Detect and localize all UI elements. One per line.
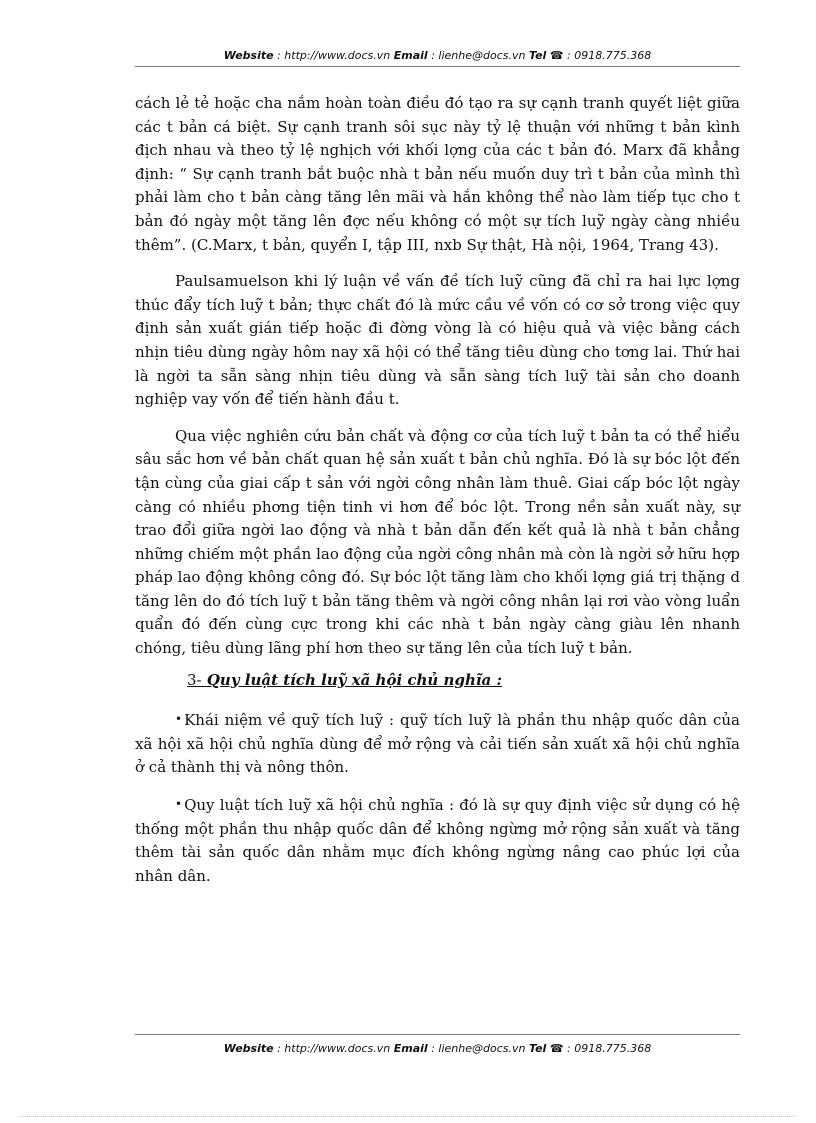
bullet-icon: •	[175, 797, 183, 812]
header-website-label: Website	[223, 49, 274, 62]
bullet-paragraph-2	[135, 793, 740, 888]
footer-divider	[135, 1034, 740, 1035]
section-heading	[135, 669, 740, 693]
footer-tel-label: Tel	[528, 1042, 547, 1055]
phone-icon: ☎	[549, 1042, 564, 1055]
phone-icon: ☎	[549, 49, 564, 62]
header-tel-label: Tel	[528, 49, 547, 62]
paragraph-3: Qua việc nghiên cứu bản chất và động cơ của tích luỹ t bản ta có thể hiểu sâu sắc hơn về bản chất quan hệ sản xuất t bản chủ nghĩa. Đó là sự bóc lột đến tận cùng của giai cấp t sản với ngời công nhân làm thuê. Giai cấp bóc lột ngày càng có nhiều phơng tiện tinh vi hơn để bóc lột. Trong nền sản xuất này, sự trao đổi giữa ngời lao động và nhà t bản dẫn đến kết quả là nhà t bản chẳng những chiếm một phần lao động của ngời công nhân mà còn là ngời sở hữu hợp pháp lao động không công đó. Sự bóc lột tăng làm cho khối lợng giá trị thặng d tăng lên do đó tích luỹ t bản tăng thêm và ngời công nhân lại rơi vào vòng luẩn quẩn đó đến cùng cực trong khi các nhà t bản ngày càng giàu lên nhanh chóng, tiêu dùng lãng phí hơn theo sự tăng lên của tích luỹ t bản.	[135, 426, 740, 658]
bullet-paragraph-1	[135, 708, 740, 780]
footer-email-link[interactable]: : lienhe@docs.vn	[431, 1042, 526, 1055]
bullet-icon: •	[175, 712, 183, 727]
bullet-text-1: Khái niệm về quỹ tích luỹ : quỹ tích luỹ là phần thu nhập quốc dân của xã hội xã hội chủ nghĩa dùng để mở rộng và cải tiến sản xuất xã hội chủ nghĩa ở cả thành thị và nông thôn.	[135, 711, 740, 777]
document-body	[135, 92, 740, 901]
footer-email-label: Email	[393, 1042, 428, 1055]
footer-website-link[interactable]: : http://www.docs.vn	[277, 1042, 391, 1055]
page-bottom-border	[20, 1116, 796, 1117]
header-email-link[interactable]: : lienhe@docs.vn	[431, 49, 526, 62]
page-header	[135, 49, 740, 62]
footer-tel-value: : 0918.775.368	[567, 1042, 652, 1055]
header-divider	[135, 66, 740, 67]
section-number: 3-	[187, 670, 202, 689]
header-tel-value: : 0918.775.368	[567, 49, 652, 62]
paragraph-2: Paulsamuelson khi lý luận về vấn đề tích luỹ cũng đã chỉ ra hai lực lợng thúc đẩy tích luỹ t bản; thực chất đó là mức cầu về vốn có cơ sở trong việc quy định sản xuất gián tiếp hoặc đi đờng vòng là có hiệu quả và việc bằng cách nhịn tiêu dùng ngày hôm nay xã hội có thể tăng tiêu dùng cho tơng lai. Thứ hai là ngời ta sẵn sàng nhịn tiêu dùng và sẵn sàng tích luỹ tài sản cho doanh nghiệp vay vốn để tiến hành đầu t.	[135, 272, 740, 409]
bullet-text-2: Quy luật tích luỹ xã hội chủ nghĩa : đó là sự quy định việc sử dụng có hệ thống một phần thu nhập quốc dân để không ngừng mở rộng sản xuất và tăng thêm tài sản quốc dân nhằm mục đích không ngừng nâng cao phúc lợi của nhân dân.	[135, 796, 740, 885]
paragraph-1: cách lẻ tẻ hoặc cha nắm hoàn toàn điều đó tạo ra sự cạnh tranh quyết liệt giữa các t bản cá biệt. Sự cạnh tranh sôi sục này tỷ lệ thuận với những t bản kình địch nhau và theo tỷ lệ nghịch với khối lợng của các t bản đó. Marx đã khẳng định: “ Sự cạnh tranh bắt buộc nhà t bản nếu muốn duy trì t bản của mình thì phải làm cho t bản càng tăng lên mãi và hắn không thể nào làm tiếp tục cho t bản đó ngày một tăng lên đợc nếu không có một sự tích luỹ ngày càng nhiều thêm”. (C.Marx, t bản, quyển I, tập III, nxb Sự thật, Hà nội, 1964, Trang 43).	[135, 94, 740, 254]
header-website-link[interactable]: : http://www.docs.vn	[277, 49, 391, 62]
header-email-label: Email	[393, 49, 428, 62]
page-footer	[135, 1042, 740, 1055]
section-title: Quy luật tích luỹ xã hội chủ nghĩa :	[206, 670, 503, 689]
footer-website-label: Website	[223, 1042, 274, 1055]
